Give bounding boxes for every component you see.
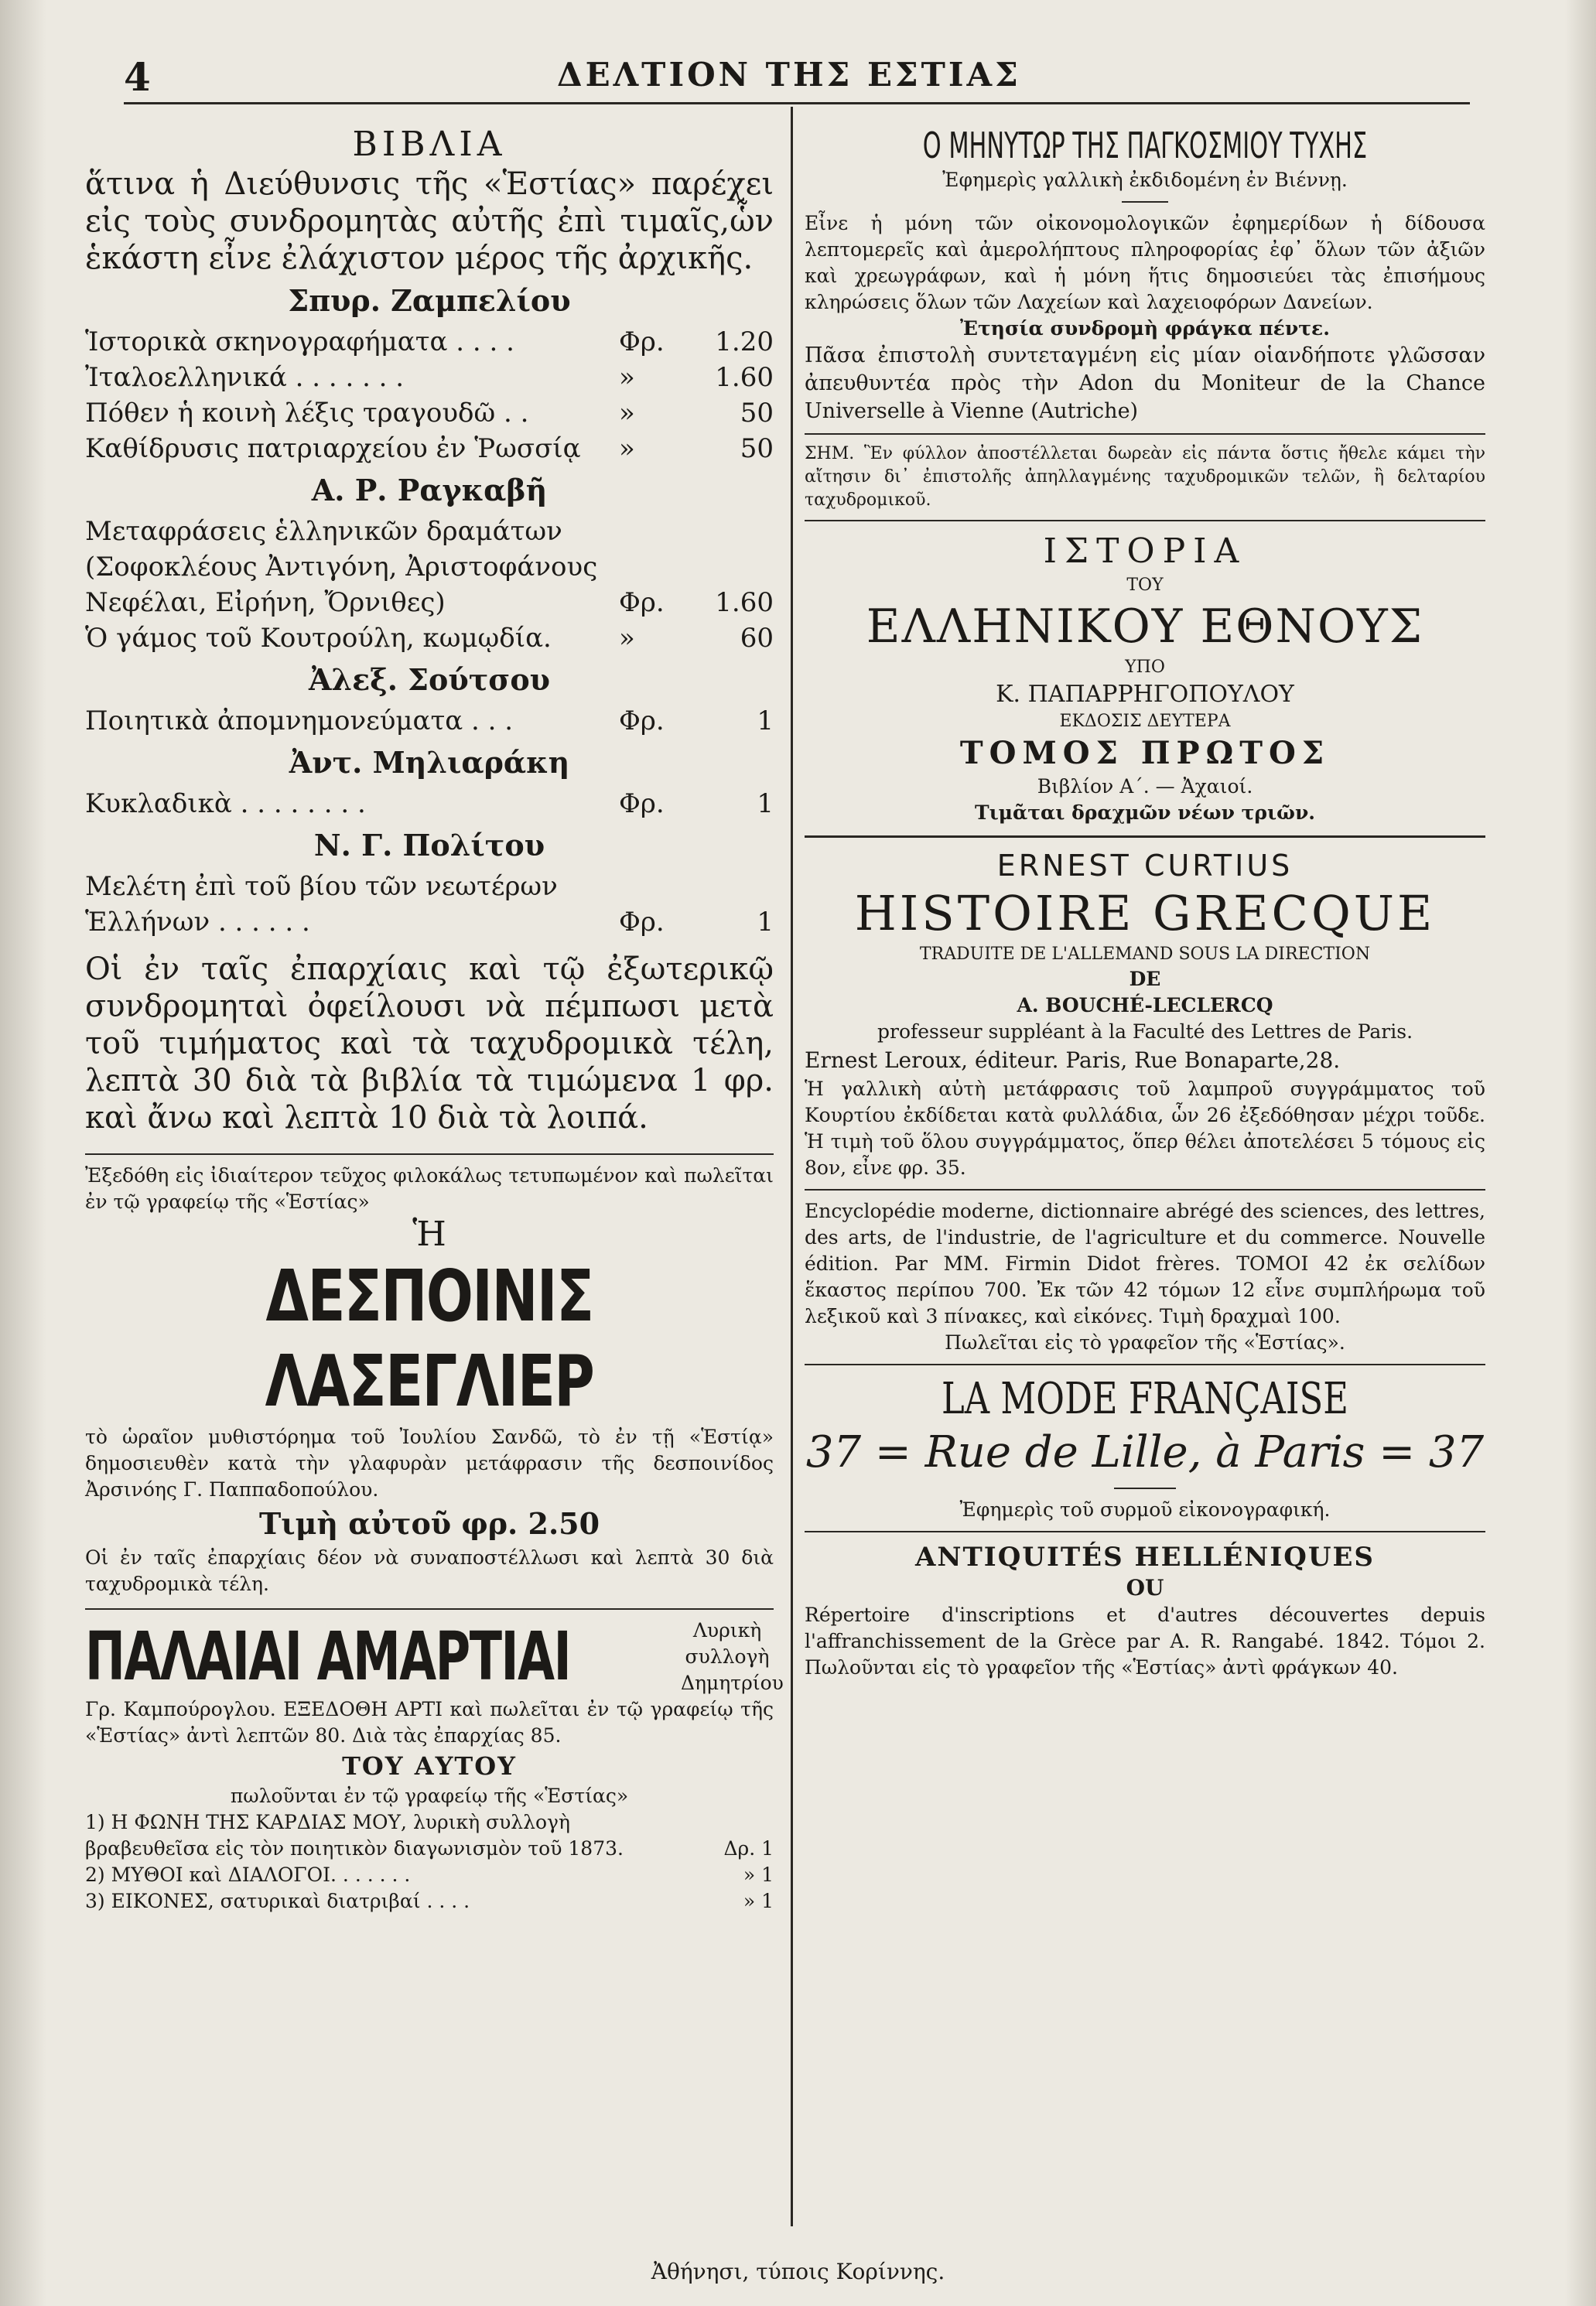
minytor-title: Ο ΜΗΝΥΤΩΡ ΤΗΣ ΠΑΓΚΟΣΜΙΟΥ ΤΥΧΗΣ (922, 125, 1368, 166)
amartiai-title: ΠΑΛΑΙΑΙ ΑΜΑΡΤΙΑΙ (85, 1620, 571, 1694)
short-divider (1114, 1488, 1176, 1489)
item-text: 1) Η ΦΩΝΗ ΤΗΣ ΚΑΡΔΙΑΣ ΜΟΥ, λυρικὴ συλλογὴ βραβευθεῖσα εἰς τὸν ποιητικὸν διαγωνισμὸν τοῦ 1873. (85, 1811, 624, 1860)
page-header (124, 54, 1470, 101)
istoria-price: Τιμᾶται δραχμῶν νέων τριῶν. (974, 801, 1316, 824)
minytor-subscription: Ἐτησία συνδρομὴ φράγκα πέντε. (960, 317, 1330, 340)
amartiai-title-wrap (85, 1620, 681, 1694)
divider (805, 520, 1485, 521)
book-group-soutsou (85, 662, 774, 739)
amartiai-side: Λυρικὴ συλλογὴ Δημητρίου (681, 1619, 784, 1694)
group-author: Σπυρ. Ζαμπελίου (288, 283, 571, 318)
despoinis-postage: Οἱ ἐν ταῖς ἐπαρχίαις δέον νὰ συναποστέλλωσι καὶ λεπτὰ 30 διὰ ταχυδρομικὰ τέλη. (85, 1546, 774, 1595)
book-row (85, 620, 774, 656)
curtius-translator: A. BOUCHÉ-LECLERCQ (1017, 994, 1273, 1016)
book-price: 60 (740, 623, 774, 654)
despoinis-price: Τιμὴ αὐτοῦ φρ. 2.50 (258, 1506, 600, 1541)
curtius-title: HISTOIRE GRECQUE (854, 885, 1436, 941)
curtius-translated: TRADUITE DE L'ALLEMAND SOUS LA DIRECTION (919, 945, 1371, 964)
book-unit: » (619, 433, 635, 464)
book-row (85, 514, 774, 620)
book-price: 1.20 (715, 326, 774, 357)
book-group-rangavi (85, 473, 774, 656)
column-divider (791, 107, 793, 2226)
curtius-publisher: Ernest Leroux, éditeur. Paris, Rue Bonaparte,28. (805, 1047, 1341, 1073)
book-title: Ἱστορικὰ σκηνογραφήματα . . . . (85, 326, 514, 357)
book-unit: Φρ. (619, 907, 665, 938)
list-item (85, 1862, 774, 1888)
antiquites-body: Répertoire d'inscriptions et d'autres découvertes depuis l'affranchissement de la Grèce par A. R. Rangabé. 1842. Τόμοι 2. Πωλοῦνται εἰς τὸ γραφεῖον τῆς «Ἑστίας» ἀντὶ φράγκων 40. (805, 1604, 1485, 1679)
istoria-hypo: ΥΠΟ (1125, 658, 1165, 677)
curtius-de: DE (1129, 968, 1161, 990)
istoria-author: Κ. ΠΑΠΑΡΡΗΓΟΠΟΥΛΟΥ (996, 681, 1294, 708)
book-row (85, 431, 774, 466)
book-price: 1 (757, 907, 774, 938)
item-price: » 1 (743, 1864, 774, 1886)
book-title: Κυκλαδικὰ . . . . . . . . (85, 788, 366, 819)
book-unit: Φρ. (619, 705, 665, 736)
book-unit: » (619, 398, 635, 429)
group-author: Α. Ρ. Ραγκαβῆ (311, 473, 548, 507)
mode-title-wrap (805, 1373, 1485, 1426)
item-text: 3) ΕΙΚΟΝΕΣ, σατυρικαὶ διατριβαί . . . . (85, 1890, 470, 1912)
header-rule (124, 102, 1470, 104)
divider (85, 1608, 774, 1610)
divider (805, 1531, 1485, 1532)
right-column (805, 124, 1485, 1681)
book-price: 1 (757, 788, 774, 819)
divider (805, 1364, 1485, 1365)
book-title: Μεταφράσεις ἑλληνικῶν δραμάτων (Σοφοκλέους Ἀντιγόνη, Ἀριστοφάνους Νεφέλαι, Εἰρήνη, Ὄρνιθες) (85, 516, 598, 618)
list-item (85, 1809, 774, 1862)
item-price: Δρ. 1 (723, 1837, 774, 1860)
book-price: 1.60 (715, 587, 774, 618)
book-title: Μελέτη ἐπὶ τοῦ βίου τῶν νεωτέρων Ἑλλήνων . . . . . . (85, 871, 558, 938)
page-edge-shadow-right (1565, 0, 1596, 2306)
book-price: 1.60 (715, 362, 774, 393)
group-author: Ἀντ. Μηλιαράκη (289, 745, 570, 780)
printer-imprint: Ἀθήνησι, τύποις Κορίννης. (651, 2259, 945, 2284)
biblia-intro: ἅτινα ἡ Διεύθυνσις τῆς «Ἑστίας» παρέχει εἰς τοὺς συνδρομητὰς αὐτῆς ἐπὶ τιμαῖς,ὧν ἑκάστη εἶνε ἐλάχιστον μέρος τῆς ἀρχικῆς. (85, 166, 774, 276)
shipping-note: Οἱ ἐν ταῖς ἐπαρχίαις καὶ τῷ ἐξωτερικῷ συνδρομηταὶ ὀφείλουσι νὰ πέμπωσι μετὰ τοῦ τιμήματος καὶ τὰ ταχυδρομικὰ τέλη, λεπτὰ 30 διὰ τὰ βιβλία τὰ τιμώμενα 1 φρ. καὶ ἄνω καὶ λεπτὰ 10 διὰ τὰ λοιπά. (85, 951, 774, 1136)
book-unit: Φρ. (619, 788, 665, 819)
mode-subtitle: Ἐφημερὶς τοῦ συρμοῦ εἰκονογραφική. (959, 1498, 1331, 1521)
short-divider (1122, 201, 1168, 203)
book-row (85, 395, 774, 431)
book-price: 50 (740, 433, 774, 464)
book-row (85, 703, 774, 739)
despoinis-intro: Ἐξεδόθη εἰς ἰδιαίτερον τεῦχος φιλοκάλως τετυπωμένον καὶ πωλεῖται ἐν τῷ γραφείῳ τῆς «Ἑστίας» (85, 1164, 774, 1213)
amartiai-description: Γρ. Καμπούρογλου. ΕΞΕΔΟΘΗ ΑΡΤΙ καὶ πωλεῖται ἐν τῷ γραφείῳ τῆς «Ἑστίας» ἀντὶ λεπτῶν 80. Διὰ τὰς ἐπαρχίας 85. (85, 1698, 774, 1747)
tou-autou-subtitle: πωλοῦνται ἐν τῷ γραφείῳ τῆς «Ἑστίας» (230, 1785, 629, 1807)
left-column (85, 124, 784, 1915)
book-row (85, 869, 774, 940)
book-group-politou (85, 828, 774, 940)
despoinis-title: ΔΕΣΠΟΙΝΙΣ ΛΑΣΕΓΛΙΕΡ (265, 1255, 594, 1423)
book-list (85, 283, 774, 940)
minytor-note: ΣΗΜ. Ἓν φύλλον ἀποστέλλεται δωρεὰν εἰς πάντα ὅστις ἤθελε κάμει τὴν αἴτησιν δι᾿ ἐπιστολῆς ἀπηλλαγμένης ταχυδρομικῶν τελῶν, ἢ δελταρίου ταχυδρομικοῦ. (805, 444, 1485, 510)
book-title: Καθίδρυσις πατριαρχείου ἐν Ῥωσσίᾳ (85, 433, 581, 464)
antiquites-title: ANTIQUITÉS HELLÉNIQUES (915, 1542, 1375, 1573)
item-price: » 1 (743, 1890, 774, 1912)
book-price: 1 (757, 705, 774, 736)
minytor-body: Εἶνε ἡ μόνη τῶν οἰκονομολογικῶν ἐφημερίδων ἡ δίδουσα λεπτομερεῖς καὶ ἀμερολήπτους πληροφορίας ἐφ᾿ ὅλων τῶν ἀξιῶν καὶ χρεωγράφων, καὶ ἡ μόνη ἥτις δημοσιεύει τὰς ἐπισήμους κληρώσεις ὅλων τῶν Λαχείων καὶ λαχειοφόρων Δανείων. (805, 212, 1485, 313)
minytor-subtitle: Ἐφημερὶς γαλλικὴ ἐκδιδομένη ἐν Βιέννῃ. (942, 169, 1348, 191)
book-row (85, 360, 774, 395)
book-unit: » (619, 362, 635, 393)
divider (805, 1189, 1485, 1191)
curtius-professor: professeur suppléant à la Faculté des Lettres de Paris. (877, 1020, 1413, 1043)
book-unit: » (619, 623, 635, 654)
book-unit: Φρ. (619, 326, 665, 357)
book-title: Ἰταλοελληνικά . . . . . . . (85, 362, 405, 393)
divider (805, 433, 1485, 435)
divider (85, 1153, 774, 1155)
book-price: 50 (740, 398, 774, 429)
book-group-miliaraki (85, 745, 774, 822)
curtius-author: ERNEST CURTIUS (996, 849, 1294, 883)
book-group-zampeliou (85, 283, 774, 466)
despoinis-article: Ἡ (412, 1214, 446, 1254)
mode-address: 37 = Rue de Lille, à Paris = 37 (805, 1427, 1485, 1478)
mode-title: LA MODE FRANÇAISE (942, 1374, 1348, 1424)
book-row (85, 786, 774, 822)
istoria-edition: ΕΚΔΟΣΙΣ ΔΕΥΤΕΡΑ (1059, 712, 1231, 731)
tou-autou-title: ΤΟΥ ΑΥΤΟΥ (342, 1751, 517, 1781)
running-title: ΔΕΛΤΙΟΝ ΤΗΣ ΕΣΤΙΑΣ (557, 56, 1021, 94)
istoria-book: Βιβλίον Α΄. — Ἀχαιοί. (1037, 775, 1253, 798)
encyclopedie-body: Encyclopédie moderne, dictionnaire abrégé des sciences, des lettres, des arts, de l'industrie, de l'agriculture et du commerce. Nouvelle édition. Par MM. Firmin Didot frères. ΤΟΜΟΙ 42 ἐκ σελίδων ἕκαστος περίπου 700. Ἐκ τῶν 42 τόμων 12 εἶνε συμπλήρωμα τοῦ λεξικοῦ καὶ 3 πίνακες, καὶ εἰκόνες. Τιμὴ δραχμαὶ 100. (805, 1200, 1485, 1327)
curtius-body: Ἡ γαλλικὴ αὐτὴ μετάφρασις τοῦ λαμπροῦ συγγράμματος τοῦ Κουρτίου ἐκδίδεται κατὰ φυλλάδια, ὧν 26 ἐξεδόθησαν μέχρι τοῦδε. Ἡ τιμὴ τοῦ ὅλου συγγράμματος, ὅπερ θέλει ἀποτελέσει 5 τόμους εἰς 8ον, εἶνε φρ. 35. (805, 1078, 1485, 1179)
group-author: Ἀλεξ. Σούτσου (308, 662, 551, 697)
item-text: 2) ΜΥΘΟΙ καὶ ΔΙΑΛΟΓΟΙ. . . . . . . (85, 1864, 411, 1886)
group-author: Ν. Γ. Πολίτου (313, 828, 545, 863)
istoria-title: ΙΣΤΟΡΙΑ (1043, 531, 1247, 571)
despoinis-description: τὸ ὡραῖον μυθιστόρημα τοῦ Ἰουλίου Σανδῶ, τὸ ἐν τῇ «Ἑστίᾳ» δημοσιευθὲν κατὰ τὴν γλαφυρὰν μετάφρασιν τῆς δεσποινίδος Ἀρσινόης Γ. Παππαδοπούλου. (85, 1426, 774, 1501)
istoria-volume: ΤΟΜΟΣ ΠΡΩΤΟΣ (959, 735, 1331, 771)
book-title: Πόθεν ἡ κοινὴ λέξις τραγουδῶ . . (85, 398, 529, 429)
book-unit: Φρ. (619, 587, 665, 618)
minytor-title-wrap (805, 124, 1485, 167)
book-title: Ὁ γάμος τοῦ Κουτρούλη, κωμῳδία. (85, 623, 552, 654)
page-edge-shadow-left (0, 0, 46, 2306)
istoria-main-title: ΕΛΛΗΝΙΚΟΥ ΕΘΝΟΥΣ (866, 600, 1424, 654)
biblia-title: ΒΙΒΛΙΑ (352, 125, 507, 164)
antiquites-ou: OU (1126, 1575, 1164, 1601)
encyclopedie-sold: Πωλεῖται εἰς τὸ γραφεῖον τῆς «Ἑστίας». (945, 1331, 1345, 1354)
book-title: Ποιητικὰ ἀπομνημονεύματα . . . (85, 705, 514, 736)
book-row (85, 324, 774, 360)
despoinis-title-wrap (85, 1254, 774, 1424)
amartiai-header (85, 1618, 784, 1696)
minytor-address: Πᾶσα ἐπιστολὴ συντεταγμένη εἰς μίαν οἱανδήποτε γλῶσσαν ἀπευθυντέα πρὸς τὴν Adon du Moniteur de la Chance Universelle à Vienne (Autriche) (805, 343, 1485, 423)
page-number: 4 (124, 54, 151, 100)
divider (805, 835, 1485, 838)
tou-autou-list (85, 1809, 774, 1915)
list-item (85, 1888, 774, 1915)
istoria-tou: ΤΟΥ (1126, 576, 1164, 595)
